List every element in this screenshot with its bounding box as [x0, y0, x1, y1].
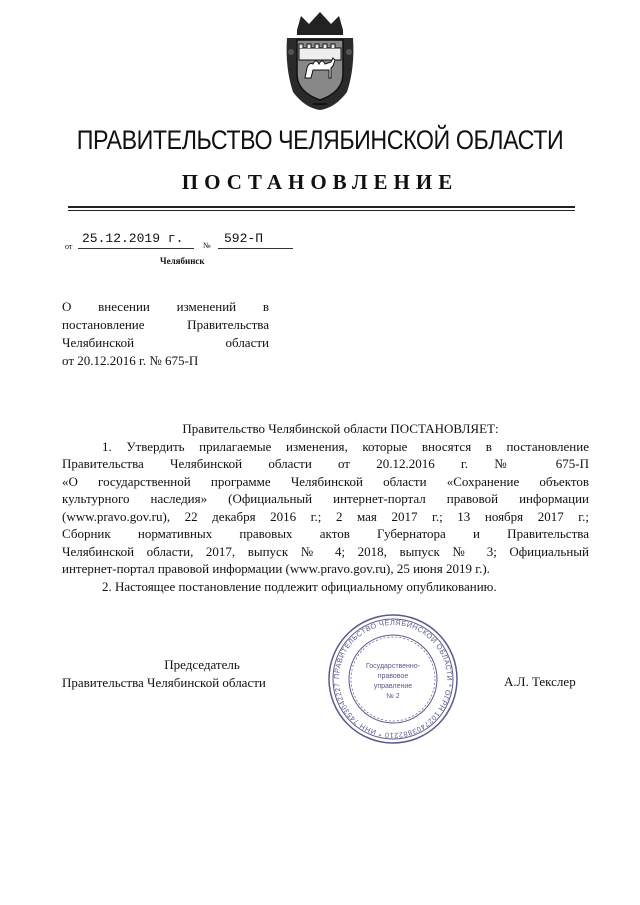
- city-label: Челябинск: [160, 256, 205, 266]
- seal-inner-line: правовое: [377, 673, 409, 680]
- document-date: 25.12.2019 г.: [82, 231, 184, 246]
- official-seal-stamp: [326, 612, 460, 746]
- seal-inner-line: управление: [373, 683, 413, 690]
- date-prefix: от: [65, 242, 73, 251]
- document-subject: [62, 298, 269, 370]
- body-line: «О государственной программе Челябинской области «Сохранение объектов: [62, 473, 589, 489]
- seal-inner-line: Государственно-: [365, 663, 421, 670]
- signatory-position: [62, 656, 302, 692]
- body-line: Челябинской области, 2017, выпуск № 4; 2018, выпуск № 3; Официальный: [62, 543, 589, 559]
- document-type-title: ПОСТАНОВЛЕНИЕ: [181, 170, 459, 194]
- number-underline: [218, 248, 293, 249]
- body-line: (www.pravo.gov.ru), 22 декабря 2016 г.; 2 мая 2017 г.; 13 ноября 2017 г.;: [62, 508, 589, 524]
- signatory-position-line2: Правительства Челябинской области: [62, 675, 266, 690]
- organization-title: ПРАВИТЕЛЬСТВО ЧЕЛЯБИНСКОЙ ОБЛАСТИ: [76, 125, 564, 155]
- subject-line: постановление Правительства: [62, 317, 269, 332]
- body-line: Сборник нормативных правовых актов Губернатора и Правительства: [62, 526, 589, 541]
- seal-outer-text: ПРАВИТЕЛЬСТВО ЧЕЛЯБИНСКОЙ ОБЛАСТИ * ОГРН 1027403882210 * ИНН 7453042227: [331, 617, 455, 741]
- document-body: [62, 420, 589, 595]
- signatory-position-line1: Председатель: [164, 657, 240, 672]
- body-line: Правительства Челябинской области от 20.12.2016 г. № 675-П: [62, 456, 589, 471]
- subject-line: от 20.12.2016 г. № 675-П: [62, 353, 199, 368]
- resolution-intro: Правительство Челябинской области ПОСТАНОВЛЯЕТ:: [182, 421, 499, 436]
- body-paragraph-2: 2. Настоящее постановление подлежит официальному опубликованию.: [102, 578, 497, 594]
- signatory-name: А.Л. Текслер: [504, 674, 576, 689]
- chelyabinsk-coat-of-arms-icon: [283, 8, 357, 112]
- header-divider: [68, 206, 575, 208]
- body-line: культурного наследия» (Официальный интернет-портал правовой информации: [62, 491, 589, 506]
- subject-line: Челябинской области: [62, 335, 269, 350]
- body-line: 1. Утвердить прилагаемые изменения, которые вносятся в постановление: [102, 438, 589, 454]
- document-number: 592-П: [224, 231, 264, 246]
- body-line: интернет-портал правовой информации (www.pravo.gov.ru), 25 июня 2019 г.).: [62, 561, 490, 576]
- date-underline: [78, 248, 194, 249]
- number-prefix: №: [203, 241, 211, 250]
- subject-line: О внесении изменений в: [62, 299, 269, 314]
- header-divider-thin: [68, 210, 575, 211]
- seal-inner-line: № 2: [386, 693, 400, 700]
